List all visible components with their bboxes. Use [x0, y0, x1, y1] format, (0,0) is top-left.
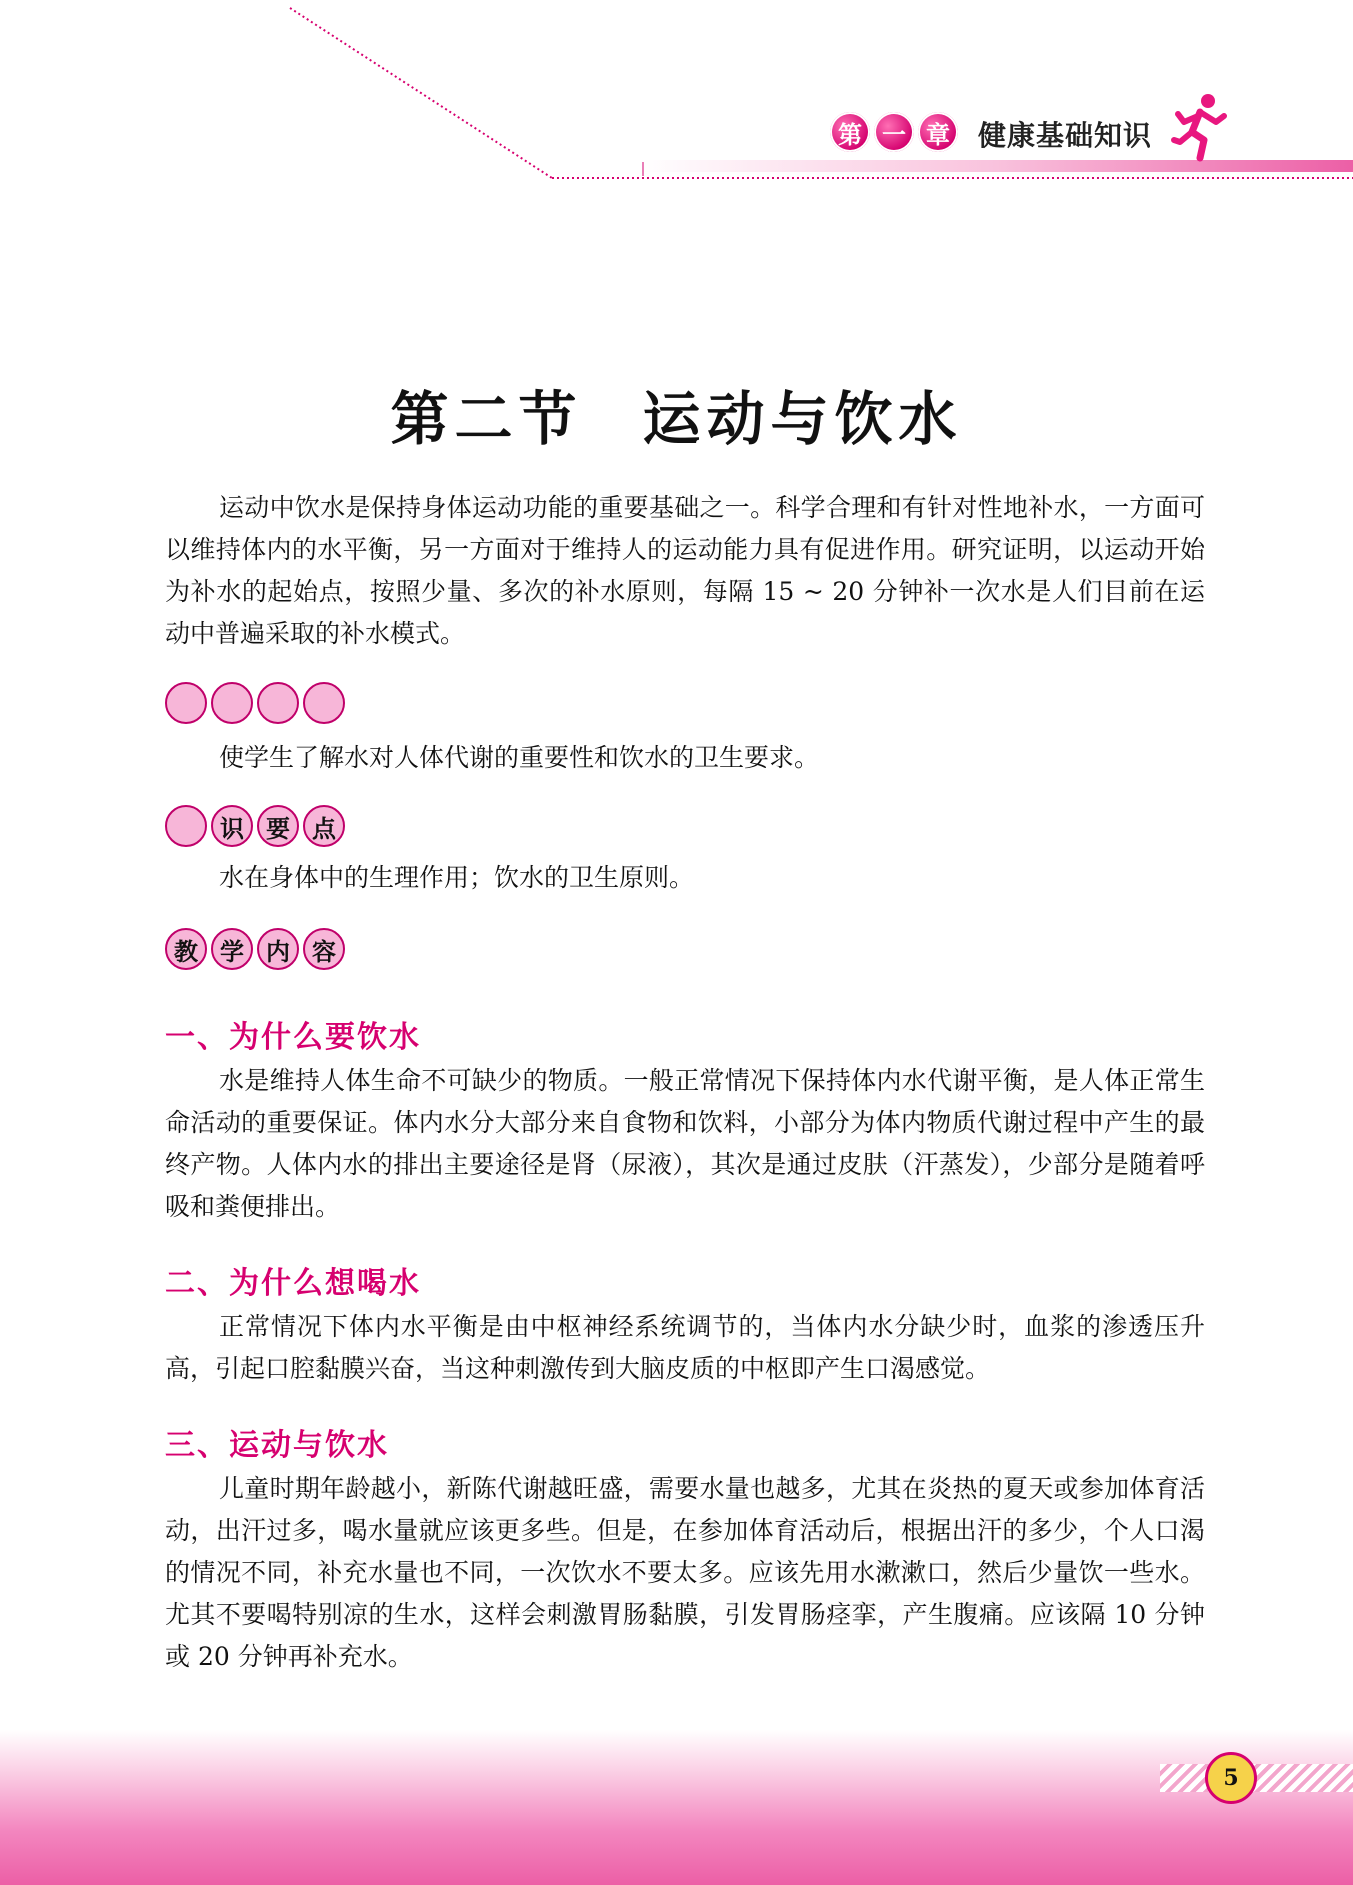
body-paragraph: 正常情况下体内水平衡是由中枢神经系统调节的，当体内水分缺少时，血浆的渗透压升高，引起口腔黏膜兴奋，当这种刺激传到大脑皮质的中枢即产生口渴感觉。 [165, 1312, 1205, 1383]
badge-circle: 学 [211, 928, 253, 970]
subheading: 一、为什么要饮水 [165, 1020, 421, 1055]
body-paragraph: 水是维持人体生命不可缺少的物质。一般正常情况下保持体内水代谢平衡，是人体正常生命活动的重要保证。体内水分大部分来自食物和饮料，小部分为体内物质代谢过程中产生的最终产物。人体内水的排出主要途径是肾（尿液），其次是通过皮肤（汗蒸发），少部分是随着呼吸和粪便排出。 [165, 1066, 1205, 1221]
badge-circle: 识 [211, 805, 253, 847]
badge-circle [303, 682, 345, 724]
chapter-badge: 章 [918, 112, 958, 152]
badge-circle [165, 682, 207, 724]
page-number: 5 [1205, 1752, 1257, 1804]
section-title [0, 372, 1353, 456]
runner-icon [1170, 92, 1230, 164]
section-number: 第二节 [390, 385, 583, 453]
badge-circle [211, 682, 253, 724]
subheading: 二、为什么想喝水 [165, 1266, 421, 1301]
body-paragraph: 儿童时期年龄越小，新陈代谢越旺盛，需要水量也越多，尤其在炎热的夏天或参加体育活动，出汗过多，喝水量就应该更多些。但是，在参加体育活动后，根据出汗的多少，个人口渴的情况不同，补充水量也不同，一次饮水不要太多。应该先用水漱漱口，然后少量饮一些水。尤其不要喝特别凉的生水，这样会刺激胃肠黏膜，引发胃肠痉挛，产生腹痛。应该隔 10 分钟或 20 分钟再补充水。 [165, 1474, 1205, 1671]
header-decoration [0, 0, 1353, 200]
badge-circle [165, 805, 207, 847]
keypoints-text: 水在身体中的生理作用；饮水的卫生原则。 [219, 863, 695, 892]
badge-circle: 容 [303, 928, 345, 970]
subheading: 三、运动与饮水 [165, 1428, 389, 1463]
goals-text: 使学生了解水对人体代谢的重要性和饮水的卫生要求。 [219, 743, 820, 772]
chapter-badge: 第 [830, 112, 870, 152]
content-badges [165, 928, 349, 970]
footer-band [0, 1730, 1353, 1885]
chapter-badges [830, 112, 958, 152]
badge-circle: 内 [257, 928, 299, 970]
badge-circle: 要 [257, 805, 299, 847]
chapter-title: 健康基础知识 [978, 119, 1153, 152]
badge-circle: 教 [165, 928, 207, 970]
intro-paragraph: 运动中饮水是保持身体运动功能的重要基础之一。科学合理和有针对性地补水，一方面可以维持体内的水平衡，另一方面对于维持人的运动能力具有促进作用。研究证明，以运动开始为补水的起始点，按照少量、多次的补水原则，每隔 15 ~ 20 分钟补一次水是人们目前在运动中普遍采取的补水模式。 [165, 493, 1205, 648]
badge-circle [257, 682, 299, 724]
keypoints-badges [165, 805, 349, 847]
chapter-badge: 一 [874, 112, 914, 152]
goals-badges [165, 682, 349, 724]
section-name: 运动与饮水 [642, 385, 963, 453]
badge-circle: 点 [303, 805, 345, 847]
